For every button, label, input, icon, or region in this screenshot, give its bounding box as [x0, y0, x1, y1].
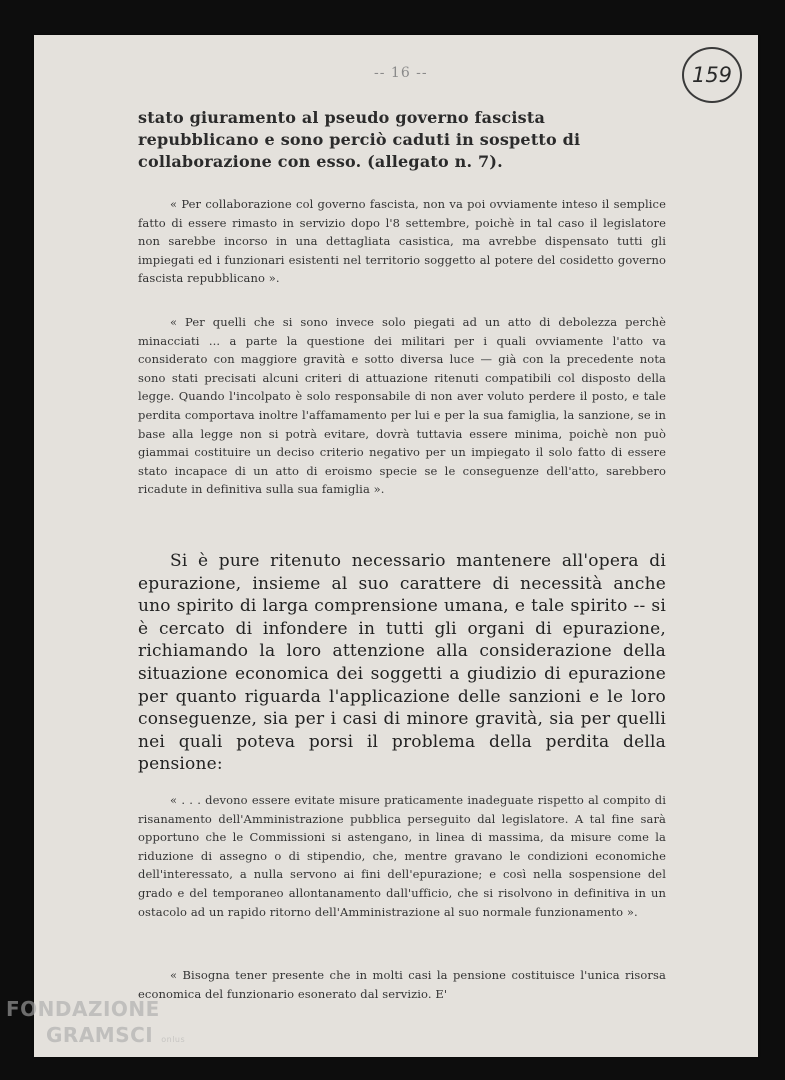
- main-text: Si è pure ritenuto necessario mantenere all'opera di epurazione, insieme al suo carattere di necessità anche uno spirito di larga comprensione umana, e tale spirito -- si è cercato di infondere in tutti gli organi di epurazione, richiamando la loro attenzione alla considerazione della situazione economica dei soggetti a giudizio di epurazione per quanto riguarda l'applicazione delle sanzioni e le loro conseguenze, sia per i casi di minore gravità, sia per quelli nei quali poteva porsi il problema della perdita della pensione:: [138, 551, 666, 775]
- quote-block-1: [138, 195, 666, 288]
- intro-paragraph: [138, 107, 666, 173]
- quote-1-text: « Per collaborazione col governo fascista, non va poi ovviamente inteso il semplice fatto di essere rimasto in servizio dopo l'8 settembre, poichè in tal caso il legislatore non sarebbe incorso in una dettagliata casistica, ma avrebbe dispensato tutti gli impiegati ed i funzionari esistenti nel territorio soggetto al potere del cosidetto governo fascista repubblicano ».: [138, 197, 666, 286]
- quote-3-text: « . . . devono essere evitate misure praticamente inadeguate rispetto al compito di risanamento dell'Amministrazione pubblica perseguito dal legislatore. A tal fine sarà opportuno che le Commissioni si astengano, in linea di massima, da misure come la riduzione di assegno o di stipendio, che, mentre gravano le condizioni economiche dell'interessato, a nulla servono ai fini dell'epurazione; e così nella sospensione del grado e del temporaneo allontanamento dall'ufficio, che si risolvono in definitiva in un ostacolo ad un rapido ritorno dell'Amministrazione al suo normale funzionamento ».: [138, 793, 666, 919]
- quote-2-text: « Per quelli che si sono invece solo piegati ad un atto di debolezza perchè minacciati ... a parte la questione dei militari per i quali ovviamente l'atto va considerato con maggiore gravità e sotto diversa luce — già con la precedente nota sono stati precisati alcuni criteri di attuazione ritenuti compatibili col disposto della legge. Quando l'incolpato è solo responsabile di non aver voluto perdere il posto, e tale perdita comportava inoltre l'affamamento per lui e per la sua famiglia, la sanzione, se in base alla legge non si potrà evitare, dovrà tuttavia essere minima, poichè non può giammai costituire un deciso criterio negativo per un impiegato il solo fatto di essere stato incapace di un atto di eroismo specie se le conseguenze dell'atto, sarebbero ricadute in definitiva sulla sua famiglia ».: [138, 315, 666, 497]
- archive-stamp-number: 159: [682, 47, 742, 103]
- main-paragraph: [138, 550, 666, 776]
- watermark-line-2: GRAMSCI: [46, 1023, 154, 1047]
- page-number: -- 16 --: [374, 65, 428, 81]
- quote-block-4: [138, 966, 666, 1003]
- foundation-watermark: [6, 996, 185, 1053]
- quote-4-text: « Bisogna tener presente che in molti casi la pensione costituisce l'unica risorsa economica del funzionario esonerato dal servizio. E': [138, 968, 666, 1001]
- quote-block-2: [138, 313, 666, 499]
- document-page: [34, 35, 758, 1057]
- watermark-small: onlus: [161, 1035, 186, 1044]
- watermark-line-1: FONDAZIONE: [6, 997, 160, 1021]
- quote-block-3: [138, 791, 666, 921]
- intro-text: stato giuramento al pseudo governo fascista repubblicano e sono perciò caduti in sospetto di collaborazione con esso. (allegato n. 7).: [138, 108, 581, 171]
